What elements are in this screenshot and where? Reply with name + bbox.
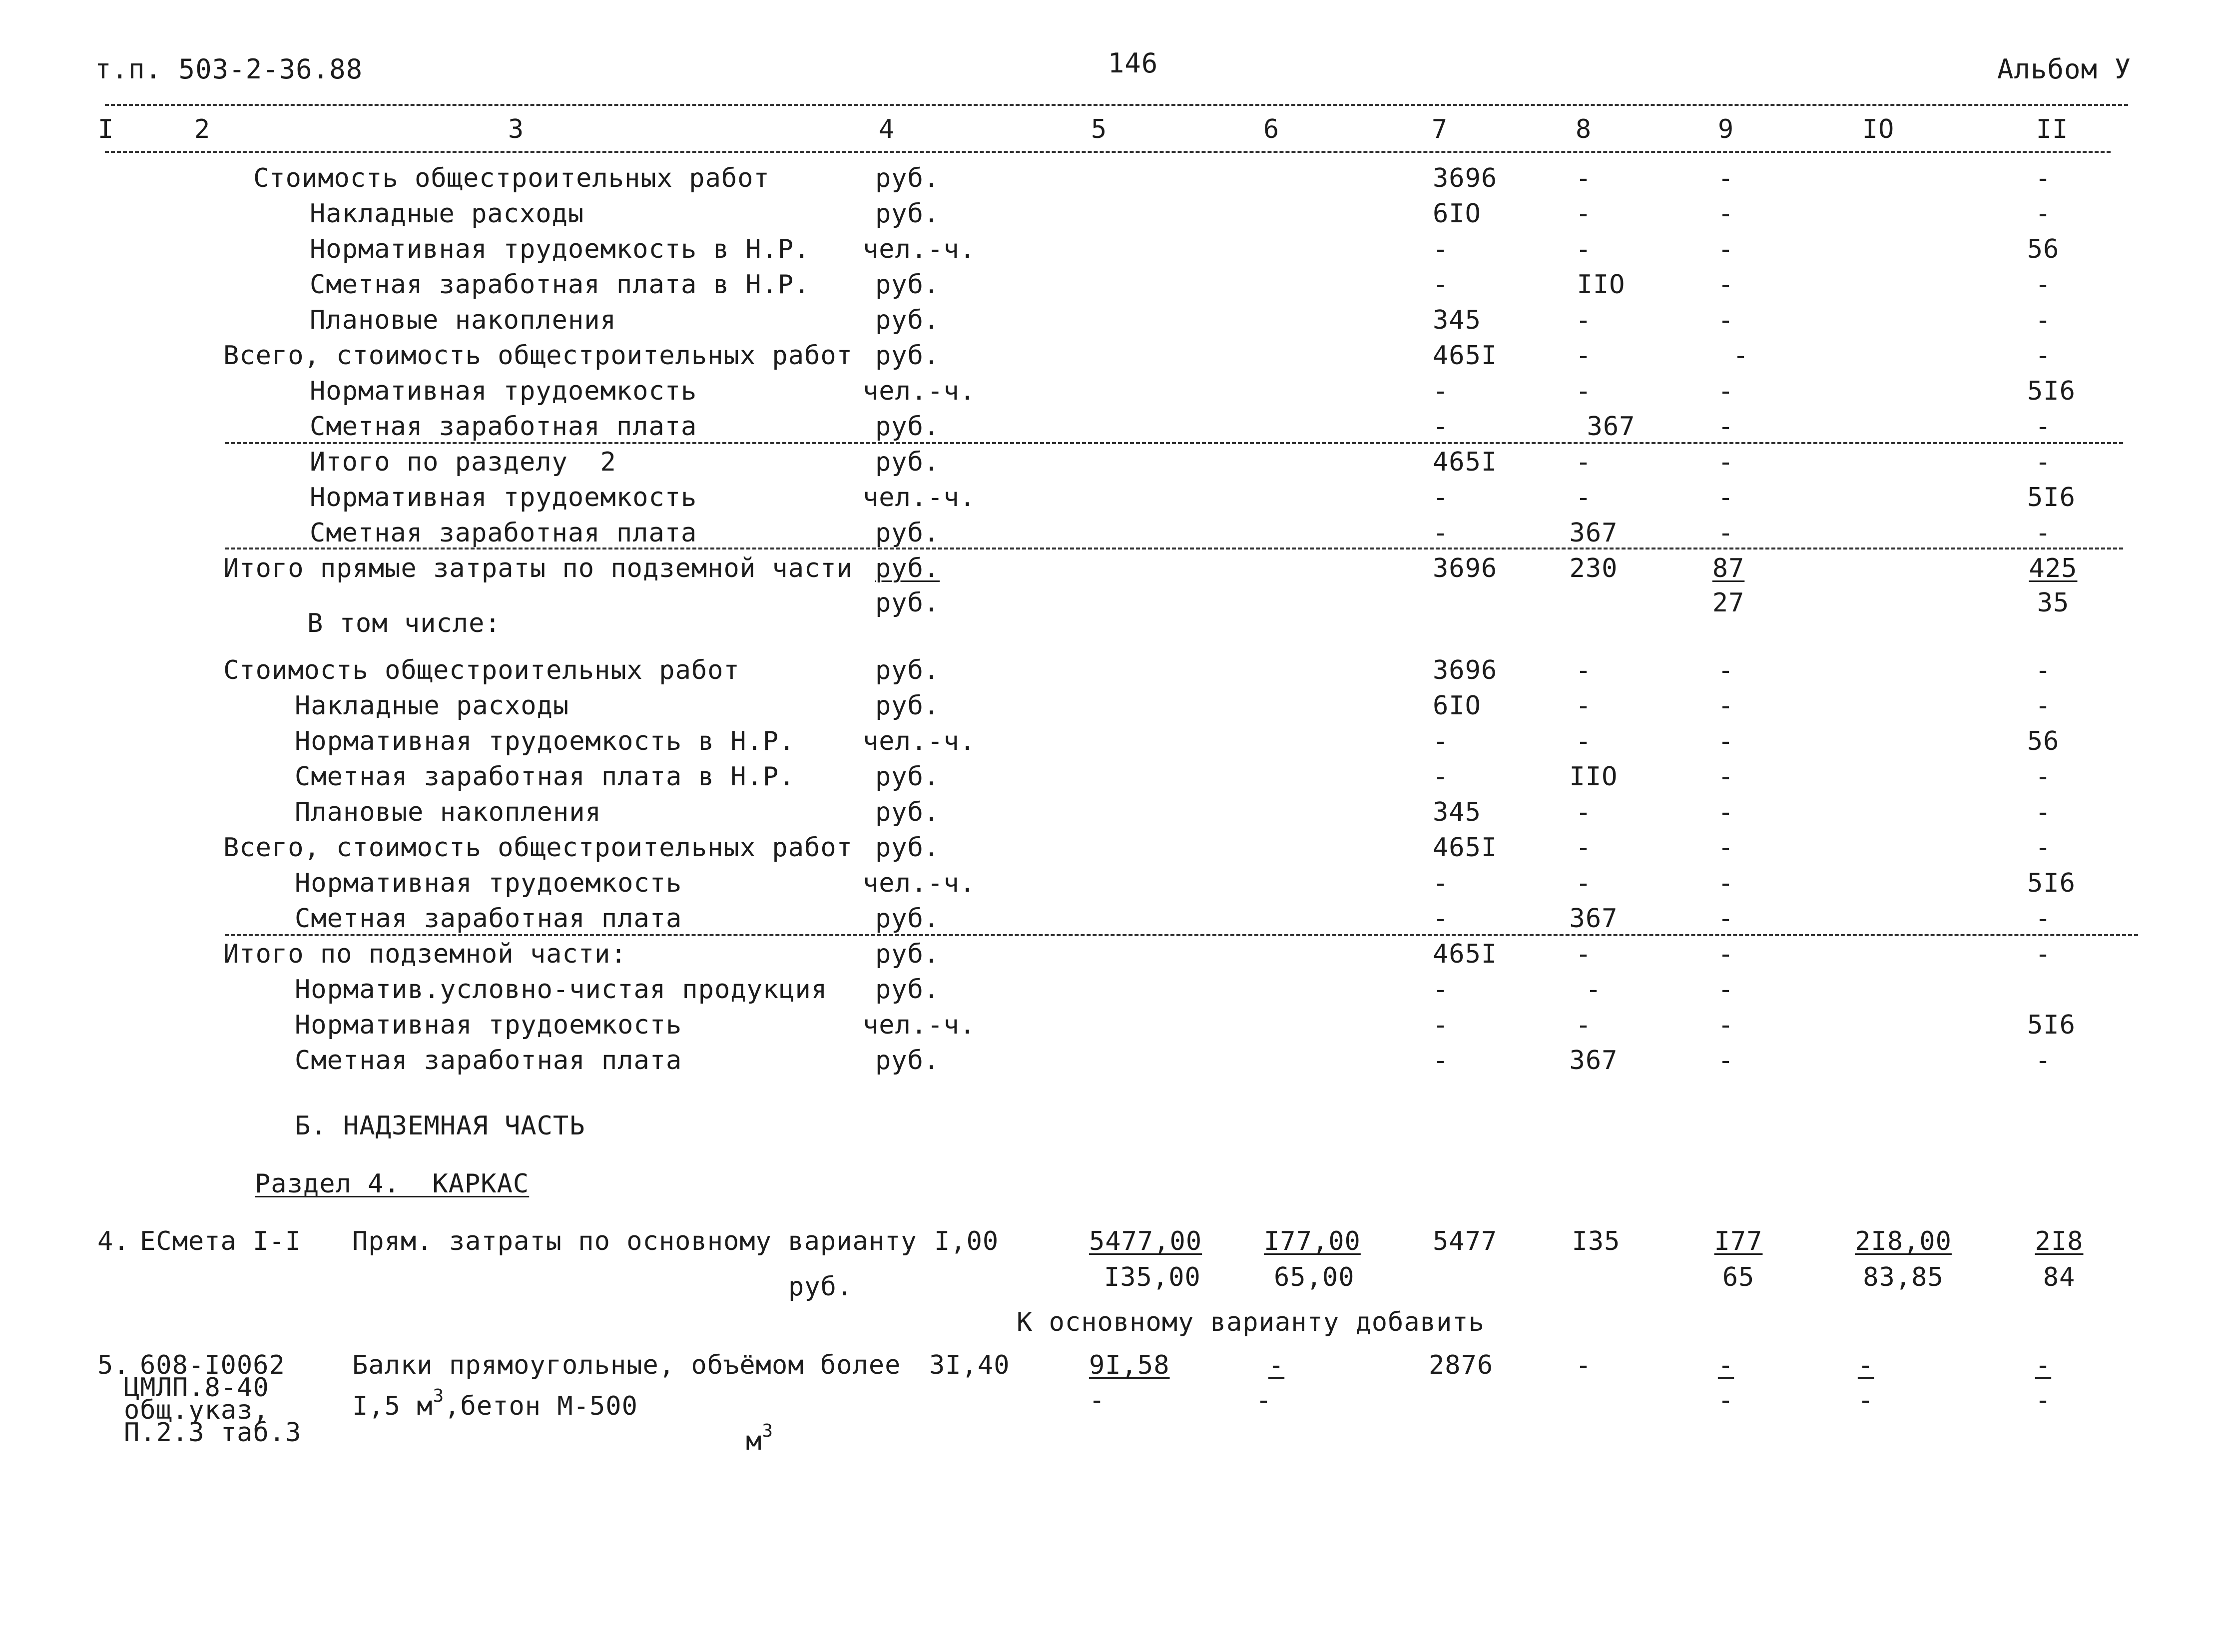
row-value: 35 <box>2037 588 2070 618</box>
row-value: - <box>2035 833 2052 863</box>
item-value: 2876 <box>1429 1350 1494 1380</box>
item-value: I77 <box>1714 1226 1763 1256</box>
doc-reference: т.п. 503-2-36.88 <box>95 53 363 85</box>
row-value: - <box>1575 868 1592 898</box>
row-unit: руб. <box>875 447 940 477</box>
section-divider <box>225 548 2123 550</box>
row-unit: руб. <box>875 655 940 685</box>
row-value: - <box>1433 376 1449 406</box>
row-value: 367 <box>1587 412 1636 442</box>
header-bottom-line <box>105 151 2111 153</box>
row-value: - <box>1717 270 1734 300</box>
column-number: 7 <box>1431 114 1448 144</box>
row-value: 3696 <box>1433 655 1498 685</box>
subsection-title: Раздел 4. КАРКАС <box>255 1169 530 1199</box>
row-value: - <box>1717 412 1734 442</box>
row-value: - <box>1575 199 1592 229</box>
row-value: - <box>2035 691 2052 721</box>
row-value: IIO <box>1577 270 1626 300</box>
row-value: - <box>2035 199 2052 229</box>
row-value: - <box>1575 655 1592 685</box>
item-value: 65,00 <box>1274 1262 1355 1292</box>
item-value: 83,85 <box>1863 1262 1944 1292</box>
row-value: - <box>1717 305 1734 335</box>
row-value: - <box>1433 234 1449 264</box>
row-value: 345 <box>1433 305 1481 335</box>
item-code-line: ЦМЛП.8-40 <box>124 1373 269 1403</box>
row-value: - <box>1575 1010 1592 1040</box>
row-label: Сметная заработная плата <box>295 904 682 934</box>
column-number: 5 <box>1091 114 1107 144</box>
row-value: - <box>1433 726 1449 756</box>
row-value: - <box>1717 483 1734 513</box>
item-value: - <box>2035 1350 2052 1380</box>
row-value: - <box>1575 305 1592 335</box>
row-value: - <box>1717 199 1734 229</box>
row-label: Сметная заработная плата <box>310 518 697 548</box>
row-unit: чел.-ч. <box>863 726 976 756</box>
row-value: - <box>1575 234 1592 264</box>
unit-text: м <box>746 1426 762 1456</box>
row-value: - <box>1575 163 1592 193</box>
row-label: Нормативная трудоемкость в Н.Р. <box>310 234 810 264</box>
item-value: - <box>1255 1385 1272 1415</box>
row-unit: руб. <box>875 904 940 934</box>
row-label: Стоимость общестроительных работ <box>253 163 770 193</box>
item-number: 5. <box>97 1350 130 1380</box>
row-value: - <box>1575 939 1592 969</box>
row-label: Стоимость общестроительных работ <box>223 655 740 685</box>
row-value: 465I <box>1433 447 1498 477</box>
item-value: 2I8,00 <box>1855 1226 1952 1256</box>
row-value: - <box>1717 376 1734 406</box>
row-label: Сметная заработная плата в Н.Р. <box>295 762 795 792</box>
item-value: - <box>1717 1385 1734 1415</box>
including-note: В том числе: <box>307 608 501 638</box>
row-value: - <box>1717 447 1734 477</box>
header-top-line <box>105 104 2128 106</box>
row-value: 87 <box>1712 553 1745 583</box>
row-unit: руб. <box>875 691 940 721</box>
item-value: - <box>1857 1350 1874 1380</box>
row-value: - <box>2035 939 2052 969</box>
row-value: - <box>2035 412 2052 442</box>
row-unit: руб. <box>875 412 940 442</box>
row-value: 56 <box>2027 726 2060 756</box>
item-value: 9I,58 <box>1089 1350 1170 1380</box>
row-value: 6IO <box>1433 199 1481 229</box>
row-value: - <box>2035 447 2052 477</box>
item-value: I35 <box>1572 1226 1621 1256</box>
row-value: 465I <box>1433 939 1498 969</box>
row-label: Всего, стоимость общестроительных работ <box>223 833 853 863</box>
item-value: 5477 <box>1433 1226 1498 1256</box>
item-unit: руб. <box>788 1272 853 1302</box>
row-value: 3696 <box>1433 553 1498 583</box>
row-unit: руб. <box>875 797 940 827</box>
row-value: - <box>1717 163 1734 193</box>
column-number: IO <box>1862 114 1895 144</box>
row-label: Плановые накопления <box>295 797 601 827</box>
row-value: - <box>1575 341 1592 371</box>
column-number: 8 <box>1575 114 1592 144</box>
row-value: IIO <box>1569 762 1618 792</box>
row-value: 367 <box>1569 1046 1618 1076</box>
row-value: - <box>1433 270 1449 300</box>
row-value: - <box>1433 904 1449 934</box>
direct-costs-label: Итого прямые затраты по подземной части <box>223 553 853 583</box>
item-code-line: 608-I0062 <box>140 1350 285 1380</box>
section-divider <box>225 934 2138 936</box>
item-quantity: 3I,40 <box>929 1350 1010 1380</box>
row-unit: руб. <box>875 833 940 863</box>
row-unit: руб. <box>875 939 940 969</box>
item-number: 4. <box>97 1226 130 1256</box>
row-value: 425 <box>2029 553 2078 583</box>
column-number: 9 <box>1717 114 1734 144</box>
row-label: Плановые накопления <box>310 305 616 335</box>
item-description-line2 <box>352 1387 638 1419</box>
row-label: Всего, стоимость общестроительных работ <box>223 341 853 371</box>
row-value: - <box>2035 762 2052 792</box>
row-value: - <box>1433 412 1449 442</box>
row-value: - <box>1717 1010 1734 1040</box>
row-value: - <box>1433 518 1449 548</box>
row-value: - <box>1717 1046 1734 1076</box>
item-description: Балки прямоугольные, объёмом более <box>352 1350 901 1380</box>
row-value: - <box>1575 483 1592 513</box>
section-divider <box>225 442 2123 444</box>
row-unit: руб. <box>875 588 940 618</box>
item-description-text: ,бетон М-500 <box>444 1391 638 1421</box>
row-value: - <box>1717 234 1734 264</box>
row-label: Итого по разделу 2 <box>310 447 616 477</box>
item-value: 5477,00 <box>1089 1226 1202 1256</box>
row-value: - <box>1717 726 1734 756</box>
row-value: - <box>2035 1046 2052 1076</box>
column-number: 2 <box>194 114 211 144</box>
row-label: Нормативная трудоемкость <box>295 868 682 898</box>
row-value: - <box>1717 833 1734 863</box>
row-value: - <box>1585 975 1602 1005</box>
row-unit: чел.-ч. <box>863 234 976 264</box>
row-unit: руб. <box>875 305 940 335</box>
item-value: - <box>1575 1350 1592 1380</box>
row-value: - <box>1717 904 1734 934</box>
row-value: 6IO <box>1433 691 1481 721</box>
section-b-title: Б. НАДЗЕМНАЯ ЧАСТЬ <box>295 1111 585 1141</box>
row-value: - <box>1717 975 1734 1005</box>
row-value: - <box>2035 518 2052 548</box>
row-unit: чел.-ч. <box>863 868 976 898</box>
row-unit: руб. <box>875 762 940 792</box>
item-value: - <box>1089 1385 1106 1415</box>
row-unit: руб. <box>875 518 940 548</box>
row-value: 465I <box>1433 341 1498 371</box>
row-value: - <box>1575 797 1592 827</box>
row-label: Норматив.условно-чистая продукция <box>295 975 828 1005</box>
row-label: Сметная заработная плата <box>295 1046 682 1076</box>
row-value: 465I <box>1433 833 1498 863</box>
column-number: I <box>97 114 114 144</box>
row-unit: руб. <box>875 553 940 583</box>
item-value: I35,00 <box>1104 1262 1201 1292</box>
row-value: - <box>1575 726 1592 756</box>
row-value: - <box>2035 305 2052 335</box>
row-unit: руб. <box>875 341 940 371</box>
row-value: 5I6 <box>2027 483 2076 513</box>
row-value: - <box>1575 376 1592 406</box>
row-label: Нормативная трудоемкость в Н.Р. <box>295 726 795 756</box>
row-value: 3696 <box>1433 163 1498 193</box>
row-value: 345 <box>1433 797 1481 827</box>
row-unit: руб. <box>875 199 940 229</box>
row-label: Сметная заработная плата в Н.Р. <box>310 270 810 300</box>
row-label: Нормативная трудоемкость <box>310 483 697 513</box>
item-value: I77,00 <box>1264 1226 1361 1256</box>
row-value: - <box>2035 270 2052 300</box>
row-label: Нормативная трудоемкость <box>295 1010 682 1040</box>
row-value: - <box>2035 341 2052 371</box>
row-unit: руб. <box>875 270 940 300</box>
row-value: - <box>1732 341 1749 371</box>
row-value: - <box>1717 518 1734 548</box>
row-value: - <box>1433 762 1449 792</box>
row-value: - <box>2035 163 2052 193</box>
row-value: - <box>1717 797 1734 827</box>
row-value: 56 <box>2027 234 2060 264</box>
row-unit: чел.-ч. <box>863 1010 976 1040</box>
row-value: 5I6 <box>2027 376 2076 406</box>
row-value: - <box>2035 904 2052 934</box>
row-value: 367 <box>1569 518 1618 548</box>
row-unit: руб. <box>875 975 940 1005</box>
row-value: - <box>2035 655 2052 685</box>
add-variant-note: К основному варианту добавить <box>1017 1307 1485 1337</box>
row-value: 5I6 <box>2027 1010 2076 1040</box>
column-number: II <box>2036 114 2069 144</box>
row-value: - <box>1433 868 1449 898</box>
row-value: - <box>1717 762 1734 792</box>
column-number: 3 <box>508 114 525 144</box>
item-value: 65 <box>1722 1262 1755 1292</box>
row-value: 5I6 <box>2027 868 2076 898</box>
row-value: - <box>2035 797 2052 827</box>
item-code-line: общ.указ, <box>124 1395 269 1425</box>
album-label: Альбом У <box>1997 53 2132 85</box>
row-value: - <box>1717 655 1734 685</box>
item-description-text: I,5 м <box>352 1391 433 1421</box>
item-unit <box>746 1422 773 1454</box>
row-label: Накладные расходы <box>295 691 569 721</box>
row-unit: руб. <box>875 163 940 193</box>
item-value: 84 <box>2043 1262 2076 1292</box>
row-label: Сметная заработная плата <box>310 412 697 442</box>
page-number: 146 <box>1107 47 1158 79</box>
item-value: - <box>1857 1385 1874 1415</box>
row-unit: руб. <box>875 1046 940 1076</box>
row-unit: чел.-ч. <box>863 483 976 513</box>
row-value: - <box>1575 691 1592 721</box>
item-description: Прям. затраты по основному варианту <box>352 1226 917 1256</box>
row-unit: чел.-ч. <box>863 376 976 406</box>
row-value: - <box>1575 833 1592 863</box>
row-value: 27 <box>1712 588 1745 618</box>
item-value: - <box>2035 1385 2052 1415</box>
item-code: ЕСмета I-I <box>140 1226 302 1256</box>
column-number: 4 <box>878 114 895 144</box>
row-value: 367 <box>1569 904 1618 934</box>
superscript: 3 <box>762 1421 773 1441</box>
superscript: 3 <box>433 1386 445 1406</box>
row-label: Накладные расходы <box>310 199 584 229</box>
item-value: - <box>1717 1350 1734 1380</box>
item-value: 2I8 <box>2035 1226 2084 1256</box>
row-value: - <box>1717 868 1734 898</box>
row-value: - <box>1433 1010 1449 1040</box>
row-value: - <box>1433 1046 1449 1076</box>
row-label: Итого по подземной части: <box>223 939 627 969</box>
row-value: - <box>1433 483 1449 513</box>
column-number: 6 <box>1263 114 1280 144</box>
item-code-line: П.2.3 таб.3 <box>124 1418 302 1448</box>
row-value: - <box>1717 691 1734 721</box>
item-value: - <box>1268 1350 1285 1380</box>
row-value: 230 <box>1569 553 1618 583</box>
row-label: Нормативная трудоемкость <box>310 376 697 406</box>
row-value: - <box>1717 939 1734 969</box>
row-value: - <box>1575 447 1592 477</box>
row-value: - <box>1433 975 1449 1005</box>
item-quantity: I,00 <box>934 1226 999 1256</box>
